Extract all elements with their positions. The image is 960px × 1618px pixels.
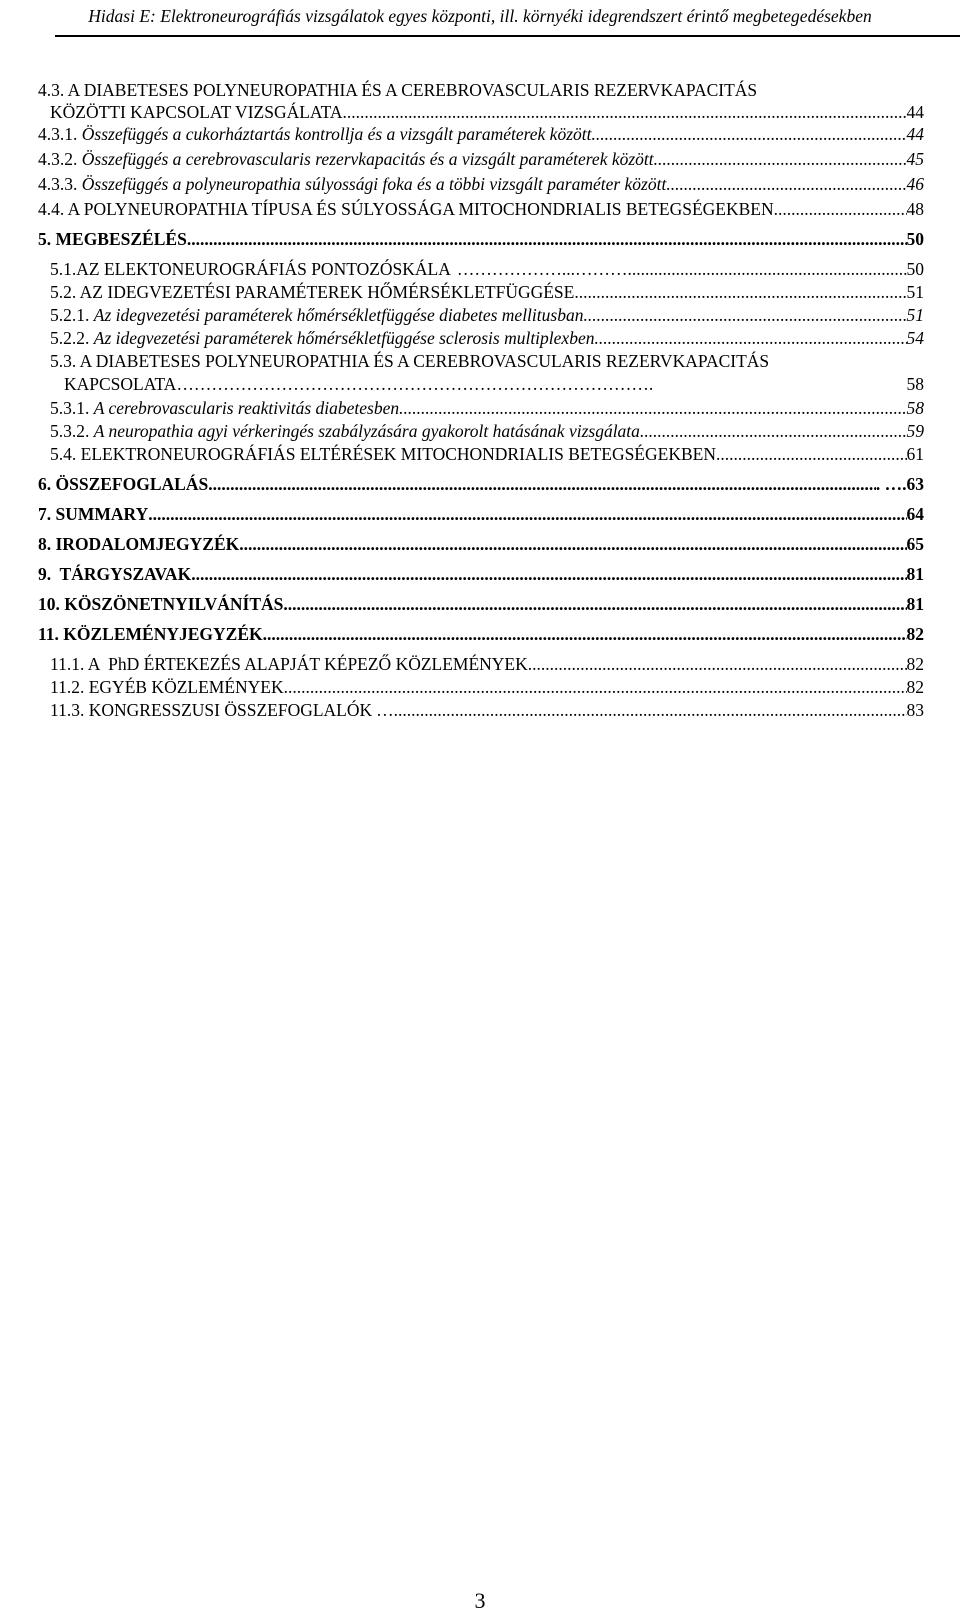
dot-leader — [239, 532, 906, 556]
toc-label: 11.1. A PhD ÉRTEKEZÉS ALAPJÁT KÉPEZŐ KÖZLEMÉNYEK — [50, 654, 528, 674]
toc-entry-4-3-1[interactable] — [38, 122, 924, 146]
toc-entry-7[interactable] — [38, 502, 924, 526]
running-header-title: Hidasi E: Elektroneurográfiás vizsgálatok egyes központi, ill. környéki idegrendszert érintő megbetegedésekben — [88, 6, 872, 26]
toc-entry-5-2-2[interactable] — [50, 326, 924, 350]
toc-label: 5.2. AZ IDEGVEZETÉSI PARAMÉTEREK HŐMÉRSÉKLETFÜGGÉSE — [50, 282, 575, 302]
toc-page-number: 46 — [906, 174, 924, 194]
toc-page-number: 58 — [906, 374, 924, 394]
toc-page-number: 44 — [906, 102, 924, 122]
toc-page-number: 83 — [906, 700, 924, 720]
dot-leader — [574, 280, 906, 304]
toc-entry-4-3-3[interactable] — [38, 172, 924, 196]
dot-leader — [583, 303, 906, 327]
toc-section-number: 5.2.1. — [50, 305, 90, 325]
toc-page-number: 54 — [906, 328, 924, 348]
toc-page-number: 64 — [906, 504, 924, 524]
toc-entry-9[interactable] — [38, 562, 924, 586]
toc-section-number: 4.3.1. — [38, 124, 78, 144]
toc-page-number: 50 — [906, 229, 924, 249]
dot-leader — [594, 326, 906, 350]
toc-entry-5-3-1[interactable] — [50, 396, 924, 420]
toc-page-number: 59 — [906, 421, 924, 441]
toc-leader-text: … — [376, 700, 394, 720]
toc-section-number: 5.3.2. — [50, 421, 90, 441]
dot-leader — [191, 562, 906, 586]
toc-page-number: 81 — [906, 594, 924, 614]
toc-section-number: 4.3.3. — [38, 174, 78, 194]
dot-leader — [399, 396, 906, 420]
toc-entry-4-3[interactable] — [50, 100, 924, 124]
dot-leader — [208, 472, 876, 496]
toc-page-number: .63 — [902, 474, 924, 494]
toc-page-number: 45 — [906, 149, 924, 169]
toc-label: 9. TÁRGYSZAVAK — [38, 564, 192, 584]
toc-entry-5-2-1[interactable] — [50, 303, 924, 327]
toc-label: Az idegvezetési paraméterek hőmérsékletfüggése diabetes mellitusban — [93, 305, 584, 325]
dot-leader — [263, 622, 907, 646]
dot-leader — [640, 419, 907, 443]
toc-label: 8. IRODALOMJEGYZÉK — [38, 534, 240, 554]
dot-leader — [666, 172, 906, 196]
toc-label: 5.4. ELEKTRONEUROGRÁFIÁS ELTÉRÉSEK MITOCHONDRIALIS BETEGSÉGEKBEN — [50, 444, 716, 464]
toc-entry-10[interactable] — [38, 592, 924, 616]
toc-page-number: 51 — [906, 305, 924, 325]
toc-entry-4-3-2[interactable] — [38, 147, 924, 171]
dot-leader — [148, 502, 906, 526]
dot-leader — [187, 227, 907, 251]
dot-leader — [394, 698, 907, 722]
toc-label: 5. MEGBESZÉLÉS — [38, 229, 187, 249]
toc-entry-4-3-line1: 4.3. A DIABETESES POLYNEUROPATHIA ÉS A CEREBROVASCULARIS REZERVKAPACITÁS — [38, 80, 758, 100]
dot-leader — [283, 592, 906, 616]
toc-entry-11-3[interactable] — [50, 698, 924, 722]
toc-page-number: 82 — [906, 677, 924, 697]
dot-leader — [716, 442, 907, 466]
toc-page-number: 48 — [906, 199, 924, 219]
toc-page-number: 50 — [906, 259, 924, 279]
toc-section-number: 5.3.1. — [50, 398, 90, 418]
dot-leader — [343, 100, 907, 124]
toc-label: Az idegvezetési paraméterek hőmérsékletfüggése sclerosis multiplexben — [93, 328, 595, 348]
toc-entry-5-3[interactable] — [64, 372, 924, 396]
toc-entry-5[interactable] — [38, 227, 924, 251]
toc-page-number: 51 — [906, 282, 924, 302]
toc-label: 11.3. KONGRESSZUSI ÖSSZEFOGLALÓK — [50, 700, 373, 720]
toc-label: A cerebrovascularis reaktivitás diabetesben — [93, 398, 400, 418]
toc-page-number: 81 — [906, 564, 924, 584]
toc-entry-5-4[interactable] — [50, 442, 924, 466]
toc-label: KÖZÖTTI KAPCSOLAT VIZSGÁLATA — [50, 102, 343, 122]
toc-label: 6. ÖSSZEFOGLALÁS — [38, 474, 209, 494]
toc-entry-11[interactable] — [38, 622, 924, 646]
toc-page-number: 65 — [906, 534, 924, 554]
toc-label: Összefüggés a cukorháztartás kontrollja és a vizsgált paraméterek között — [81, 124, 592, 144]
toc-label: 11. KÖZLEMÉNYJEGYZÉK — [38, 624, 263, 644]
toc-entry-11-1[interactable] — [50, 652, 924, 676]
page-number: 3 — [474, 1588, 486, 1613]
dot-leader — [591, 122, 906, 146]
toc-entry-5-2[interactable] — [50, 280, 924, 304]
toc-leader-text: ………………………………………………………………………. — [176, 374, 654, 394]
toc-label: 5.1.AZ ELEKTONEUROGRÁFIÁS PONTOZÓSKÁLA — [50, 259, 451, 279]
toc-entry-8[interactable] — [38, 532, 924, 556]
toc-label: 10. KÖSZÖNETNYILVÁNÍTÁS — [38, 594, 284, 614]
toc-label: 4.4. A POLYNEUROPATHIA TÍPUSA ÉS SÚLYOSSÁGA MITOCHONDRIALIS BETEGSÉGEKBEN — [38, 199, 774, 219]
toc-label: KAPCSOLATA — [64, 374, 177, 394]
toc-label: Összefüggés a cerebrovascularis rezervkapacitás és a vizsgált paraméterek között — [81, 149, 654, 169]
toc-entry-11-2[interactable] — [50, 675, 924, 699]
toc-label: 7. SUMMARY — [38, 504, 149, 524]
dot-leader — [774, 197, 907, 221]
toc-page-number: 44 — [906, 124, 924, 144]
toc-leader-text: ………………...………. — [456, 259, 632, 279]
toc-entry-6[interactable] — [38, 472, 924, 496]
toc-section-number: 4.3.2. — [38, 149, 78, 169]
dot-leader — [284, 675, 907, 699]
dot-leader — [528, 652, 907, 676]
toc-leader-text: . … — [875, 474, 903, 494]
toc-label: A neuropathia agyi vérkeringés szabályzására gyakorolt hatásának vizsgálata — [93, 421, 640, 441]
toc-page-number: 82 — [906, 654, 924, 674]
toc-label: Összefüggés a polyneuropathia súlyossági foka és a többi vizsgált paraméter között — [81, 174, 667, 194]
dot-leader — [654, 147, 907, 171]
toc-entry-5-1[interactable] — [50, 257, 924, 281]
dot-leader — [632, 257, 907, 281]
toc-page-number: 58 — [906, 398, 924, 418]
toc-page-number: 61 — [906, 444, 924, 464]
toc-entry-5-3-2[interactable] — [50, 419, 924, 443]
toc-entry-4-4[interactable] — [38, 197, 924, 221]
toc-page-number: 82 — [906, 624, 924, 644]
toc-section-number: 5.2.2. — [50, 328, 90, 348]
toc-entry-5-3-line1: 5.3. A DIABETESES POLYNEUROPATHIA ÉS A CEREBROVASCULARIS REZERVKAPACITÁS — [50, 351, 770, 371]
toc-label: 11.2. EGYÉB KÖZLEMÉNYEK — [50, 677, 284, 697]
